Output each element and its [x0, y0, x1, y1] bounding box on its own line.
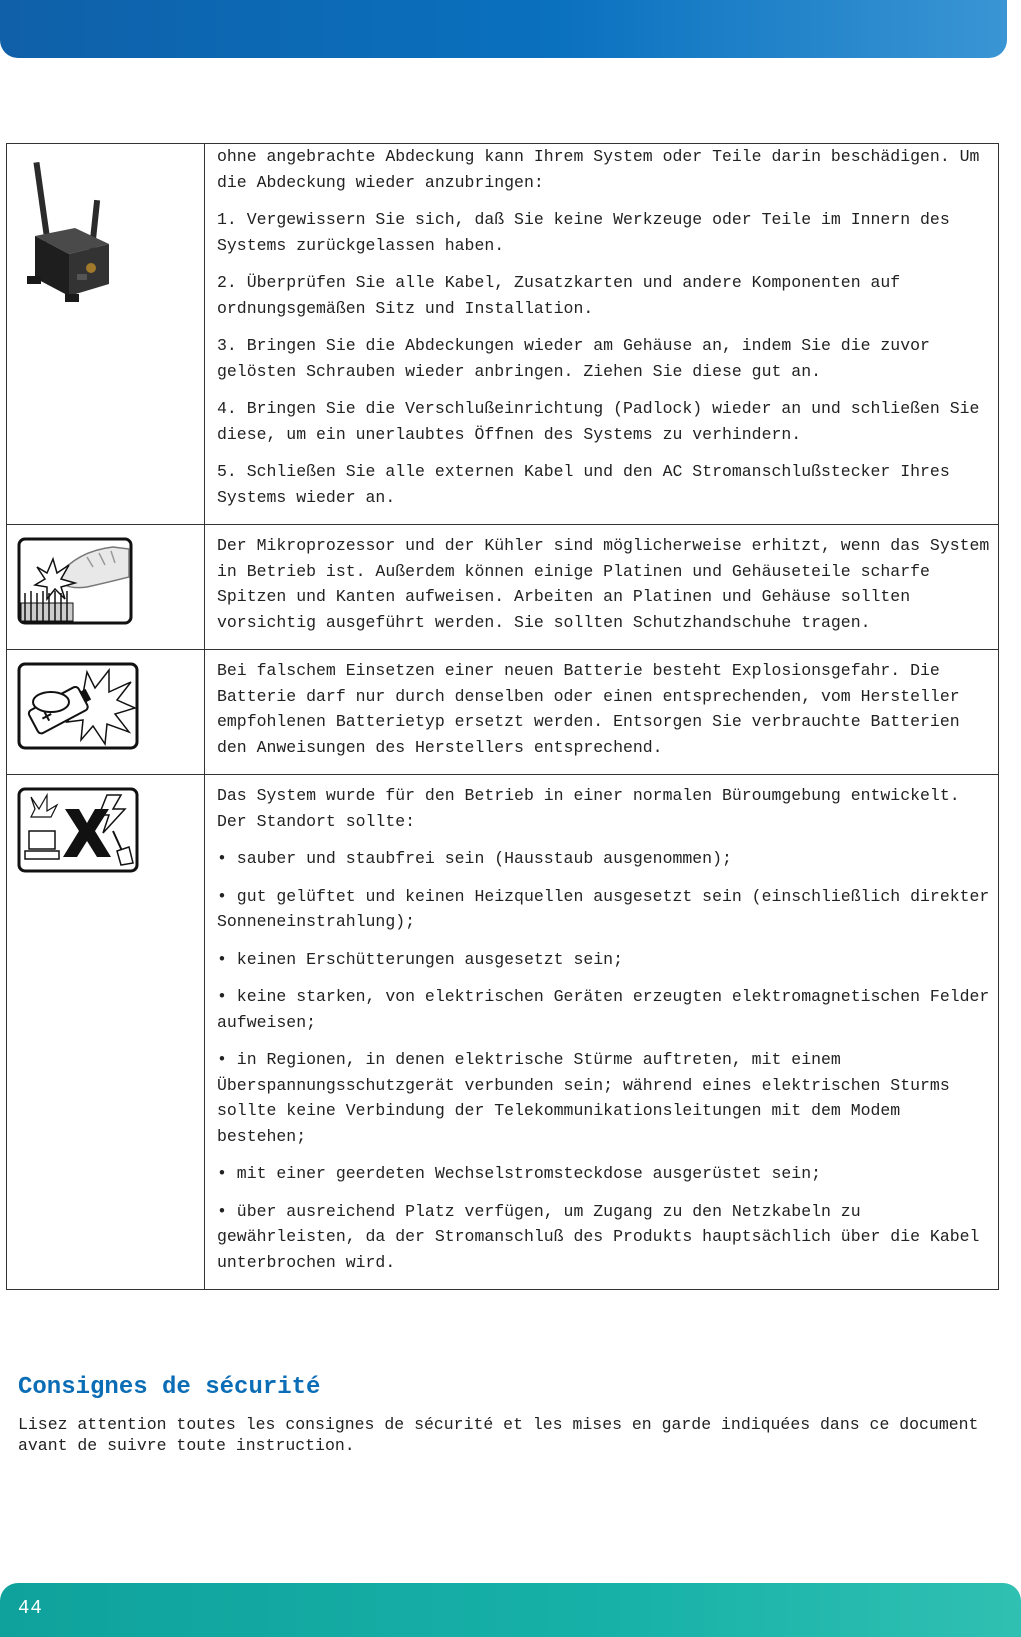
icon-cell [7, 525, 205, 650]
icon-cell [7, 775, 205, 1290]
paragraph: 4. Bringen Sie die Verschlußeinrichtung (Padlock) wieder an und schließen Sie diese, um ein unerlaubtes Öffnen des Systems zu verhindern. [217, 399, 980, 444]
list-item: • über ausreichend Platz verfügen, um Zugang zu den Netzkabeln zu gewährleisten, da der Stromanschluß des Produkts hauptsächlich über die Kabel unterbrochen wird. [217, 1201, 980, 1272]
text-cell [205, 650, 999, 775]
page-number: 44 [18, 1597, 43, 1619]
footer-bar [0, 1583, 1021, 1637]
wireless-router-icon [17, 156, 196, 306]
icon-cell [7, 144, 205, 525]
text-cell [205, 775, 999, 1290]
list-item: • gut gelüftet und keinen Heizquellen ausgesetzt sein (einschließlich direkter Sonneneinstrahlung); [217, 886, 990, 931]
paragraph: 1. Vergewissern Sie sich, daß Sie keine Werkzeuge oder Teile im Innern des Systems zurückgelassen haben. [217, 210, 950, 255]
section-title: Consignes de sécurité [18, 1374, 321, 1401]
hot-heatsink-warning-icon [17, 537, 196, 625]
paragraph: 5. Schließen Sie alle externen Kabel und den AC Stromanschlußstecker Ihres Systems wieder an. [217, 462, 950, 507]
environment-warning-icon [17, 787, 196, 873]
paragraph: Das System wurde für den Betrieb in einer normalen Büroumgebung entwickelt. Der Standort sollte: [217, 786, 960, 831]
paragraph: 2. Überprüfen Sie alle Kabel, Zusatzkarten und andere Komponenten auf ordnungsgemäßen Sitz und Installation. [217, 273, 901, 318]
header-bar [0, 0, 1007, 58]
icon-cell [7, 650, 205, 775]
paragraph: Der Mikroprozessor und der Kühler sind möglicherweise erhitzt, wenn das System in Betrieb ist. Außerdem können einige Platinen und Gehäuseteile scharfe Spitzen und Kanten aufweisen. Arbeiten an Platinen und Gehäuse sollten vorsichtig ausgeführt werden. Sie sollten Schutzhandschuhe tragen. [217, 536, 990, 632]
paragraph: 3. Bringen Sie die Abdeckungen wieder am Gehäuse an, indem Sie die zuvor gelösten Schrauben wieder anbringen. Ziehen Sie diese gut an. [217, 336, 930, 381]
list-item: • mit einer geerdeten Wechselstromsteckdose ausgerüstet sein; [217, 1164, 821, 1183]
list-item: • keine starken, von elektrischen Geräten erzeugten elektromagnetischen Felder aufweisen; [217, 987, 990, 1032]
section-body: Lisez attention toutes les consignes de sécurité et les mises en garde indiquées dans ce document avant de suivre toute instruction. [18, 1415, 979, 1455]
safety-notes-table [6, 143, 999, 1290]
table-row [7, 144, 999, 525]
paragraph: Bei falschem Einsetzen einer neuen Batterie besteht Explosionsgefahr. Die Batterie darf nur durch denselben oder einen entsprechenden, vom Hersteller empfohlenen Batterietyp ersetzt werden. Entsorgen Sie verbrauchte Batterien den Anweisungen des Herstellers entsprechend. [217, 661, 960, 757]
list-item: • keinen Erschütterungen ausgesetzt sein; [217, 949, 623, 969]
battery-explosion-warning-icon [17, 662, 196, 750]
list-item: • sauber und staubfrei sein (Hausstaub ausgenommen); [217, 849, 732, 868]
table-row [7, 650, 999, 775]
table-row [7, 525, 999, 650]
list-item: • in Regionen, in denen elektrische Stürme auftreten, mit einem Überspannungsschutzgerät verbunden sein; während eines elektrischen Sturms sollte keine Verbindung der Telekommunikationsleitungen mit dem Modem bestehen; [217, 1050, 950, 1146]
paragraph: ohne angebrachte Abdeckung kann Ihrem System oder Teile darin beschädigen. Um die Abdeckung wieder anzubringen: [217, 147, 980, 192]
text-cell [205, 144, 999, 525]
table-row [7, 775, 999, 1290]
text-cell [205, 525, 999, 650]
